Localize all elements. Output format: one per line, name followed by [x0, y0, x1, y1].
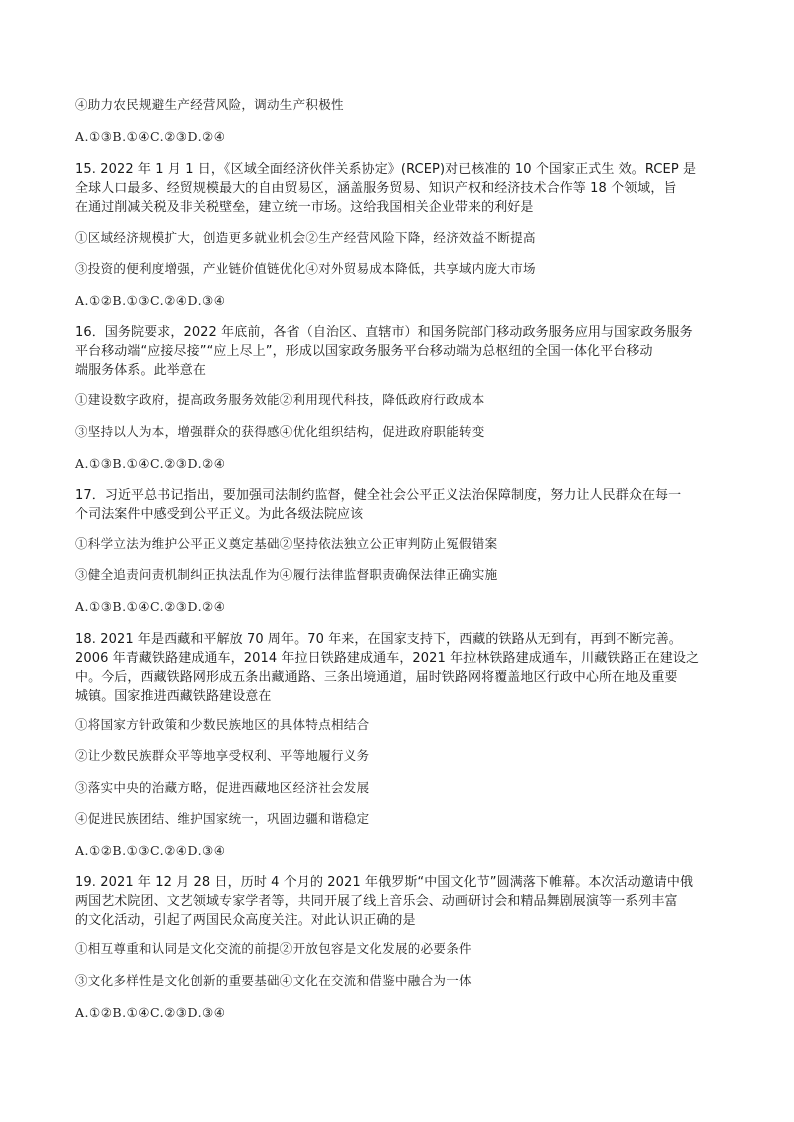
- q18-option-3: ③落实中央的治藏方略，促进西藏地区经济社会发展: [75, 780, 370, 795]
- q15-option-3-4: ③投资的便利度增强，产业链价值链优化④对外贸易成本降低，共享域内庞大市场: [75, 261, 536, 276]
- q17-stem-line-1: 17．习近平总书记指出，要加强司法制约监督，健全社会公平正义法治保障制度，努力让人民群众在每一: [75, 488, 682, 503]
- q17-option-1-2: ①科学立法为维护公平正义奠定基础②坚持依法独立公正审判防止冤假错案: [75, 536, 498, 551]
- q17-answer-choices: A.①③B.①④C.②③D.②④: [75, 599, 226, 614]
- q18-option-2: ②让少数民族群众平等地享受权利、平等地履行义务: [75, 748, 370, 763]
- q19-stem-line-3: 的文化活动，引起了两国民众高度关注。对此认识正确的是: [75, 913, 416, 928]
- q16-option-1-2: ①建设数字政府，提高政务服务效能②利用现代科技，降低政府行政成本: [75, 392, 485, 407]
- q16-stem-line-2: 平台移动端“应接尽接”“应上尽上”，形成以国家政务服务平台移动端为总枢纽的全国一体化平台移动: [75, 344, 653, 359]
- q18-answer-choices: A.①②B.①③C.②④D.③④: [75, 843, 226, 858]
- q19-stem-line-2: 两国艺术院团、文艺领域专家学者等，共同开展了线上音乐会、动画研讨会和精品舞剧展演等一系列丰富: [75, 894, 678, 909]
- q19-option-3-4: ③文化多样性是文化创新的重要基础④文化在交流和借鉴中融合为一体: [75, 973, 472, 988]
- q14-answer-choices: A.①③B.①④C.②③D.②④: [75, 129, 226, 144]
- q15-stem-line-1: 15. 2022 年 1 月 1 日，《区域全面经济伙伴关系协定》(RCEP)对已核准的 10 个国家正式生 效。RCEP 是: [75, 162, 697, 177]
- q16-stem-line-3: 端服务体系。此举意在: [75, 363, 207, 378]
- q19-stem-line-1: 19. 2021 年 12 月 28 日，历时 4 个月的 2021 年俄罗斯“中国文化节”圆满落下帷幕。本次活动邀请中俄: [75, 875, 694, 890]
- q18-stem-line-2: 2006 年青藏铁路建成通车，2014 年拉日铁路建成通车，2021 年拉林铁路建成通车，川藏铁路正在建设之: [75, 651, 700, 666]
- q16-option-3-4: ③坚持以人为本，增强群众的获得感④优化组织结构，促进政府职能转变: [75, 424, 485, 439]
- q18-stem-line-3: 中。今后，西藏铁路网形成五条出藏通路、三条出境通道，届时铁路网将覆盖地区行政中心所在地及重要: [75, 670, 678, 685]
- q17-stem-line-2: 个司法案件中感受到公平正义。为此各级法院应该: [75, 507, 364, 522]
- q18-stem-line-1: 18. 2021 年是西藏和平解放 70 周年。70 年来，在国家支持下，西藏的铁路从无到有，再到不断完善。: [75, 632, 682, 647]
- q18-stem-line-4: 城镇。国家推进西藏铁路建设意在: [75, 689, 272, 704]
- q15-option-1-2: ①区域经济规模扩大，创造更多就业机会②生产经营风险下降，经济效益不断提高: [75, 230, 536, 245]
- q15-stem-line-2: 全球人口最多、经贸规模最大的自由贸易区，涵盖服务贸易、知识产权和经济技术合作等 18 个领域，旨: [75, 181, 677, 196]
- q18-option-1: ①将国家方针政策和少数民族地区的具体特点相结合: [75, 717, 370, 732]
- q18-option-4: ④促进民族团结、维护国家统一，巩固边疆和谐稳定: [75, 811, 370, 826]
- q19-option-1-2: ①相互尊重和认同是文化交流的前提②开放包容是文化发展的必要条件: [75, 941, 472, 956]
- q14-option-4: ④助力农民规避生产经营风险，调动生产积极性: [75, 97, 344, 112]
- q16-stem-line-1: 16．国务院要求，2022 年底前，各省（自治区、直辖市）和国务院部门移动政务服务应用与国家政务服务: [75, 325, 693, 340]
- q19-answer-choices: A.①②B.①④C.②③D.③④: [75, 1005, 226, 1020]
- q16-answer-choices: A.①③B.①④C.②③D.②④: [75, 456, 226, 471]
- q15-stem-line-3: 在通过削减关税及非关税壁垒，建立统一市场。这给我国相关企业带来的利好是: [75, 200, 534, 215]
- q17-option-3-4: ③健全追责问责机制纠正执法乱作为④履行法律监督职责确保法律正确实施: [75, 567, 498, 582]
- q15-answer-choices: A.①②B.①③C.②④D.③④: [75, 293, 226, 308]
